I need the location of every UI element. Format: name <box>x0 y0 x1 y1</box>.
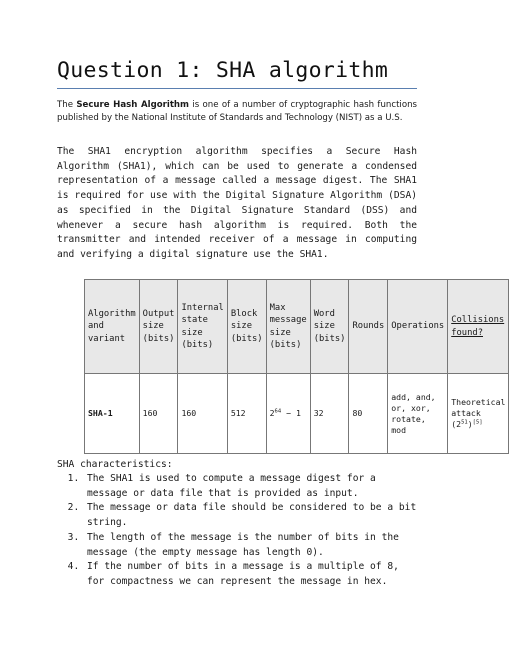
cell-word-size: 32 <box>310 374 349 454</box>
header-algorithm: Algorithm and variant <box>85 280 140 374</box>
header-output-size: Output size (bits) <box>139 280 178 374</box>
header-collisions-link[interactable] <box>448 280 509 374</box>
collisions-close: ) <box>467 419 473 429</box>
header-internal-state: Internal state size (bits) <box>178 280 227 374</box>
max-base: 2 <box>269 408 275 418</box>
cell-operations: add, and, or, xor, rotate, mod <box>388 374 448 454</box>
max-exponent: 64 <box>274 408 282 415</box>
header-block-size: Block size (bits) <box>227 280 266 374</box>
header-word-size: Word size (bits) <box>310 280 349 374</box>
cell-output-size: 160 <box>139 374 178 454</box>
max-rest: − 1 <box>281 408 301 418</box>
collisions-exponent: 51 <box>461 419 468 426</box>
cell-algorithm: SHA-1 <box>85 374 140 454</box>
cell-collisions <box>448 374 509 454</box>
characteristics-list <box>57 472 417 590</box>
collisions-link[interactable]: Collisions found? <box>451 315 505 338</box>
cell-block-size: 512 <box>227 374 266 454</box>
sha-table-wrapper <box>84 279 509 454</box>
characteristics-heading: SHA characteristics: <box>57 459 173 470</box>
intro-prefix: The <box>57 100 77 110</box>
cell-max-message <box>266 374 310 454</box>
intro-paragraph <box>57 99 417 125</box>
header-operations: Operations <box>388 280 448 374</box>
intro-rest: is one of a number of cryptographic hash functions published by the National Institute of Standards and Technology (NIST) as a U.S. <box>57 100 418 124</box>
collisions-text: Theoretical attack <box>451 397 506 418</box>
header-max-message: Max message size (bits) <box>266 280 310 374</box>
sha1-description-paragraph: The SHA1 encryption algorithm specifies a Secure Hash Algorithm (SHA1), which can be used to generate a condensed representation of a message called a message digest. The SHA1 is required for use with the Digital Signature Algorithm (DSA) as specified in the Digital Signature Standard (DSS) and whenever a secure hash algorithm is required. Both the transmitter and intended receiver of a message in computing and verifying a digital signature use the SHA1. <box>57 146 417 260</box>
list-item: 3. The length of the message is the number of bits in the message (the empty message has length 0). <box>85 531 417 560</box>
list-item: 1. The SHA1 is used to compute a message digest for a message or data file that is provided as input. <box>85 472 417 501</box>
header-rounds: Rounds <box>349 280 388 374</box>
title-underline <box>57 88 417 89</box>
cell-internal-state: 160 <box>178 374 227 454</box>
cell-rounds: 80 <box>349 374 388 454</box>
table-row <box>85 374 509 454</box>
list-item: 2. The message or data file should be considered to be a bit string. <box>85 501 417 530</box>
sha-table <box>84 279 509 454</box>
list-item: 4. If the number of bits in a message is a multiple of 8, for compactness we can represent the message in hex. <box>85 560 417 589</box>
intro-bold-term: Secure Hash Algorithm <box>76 100 190 110</box>
table-header-row <box>85 280 509 374</box>
collisions-base: (2 <box>451 419 462 429</box>
page-title: Question 1: SHA algorithm <box>57 58 389 83</box>
collisions-reference[interactable]: [5] <box>472 419 483 426</box>
